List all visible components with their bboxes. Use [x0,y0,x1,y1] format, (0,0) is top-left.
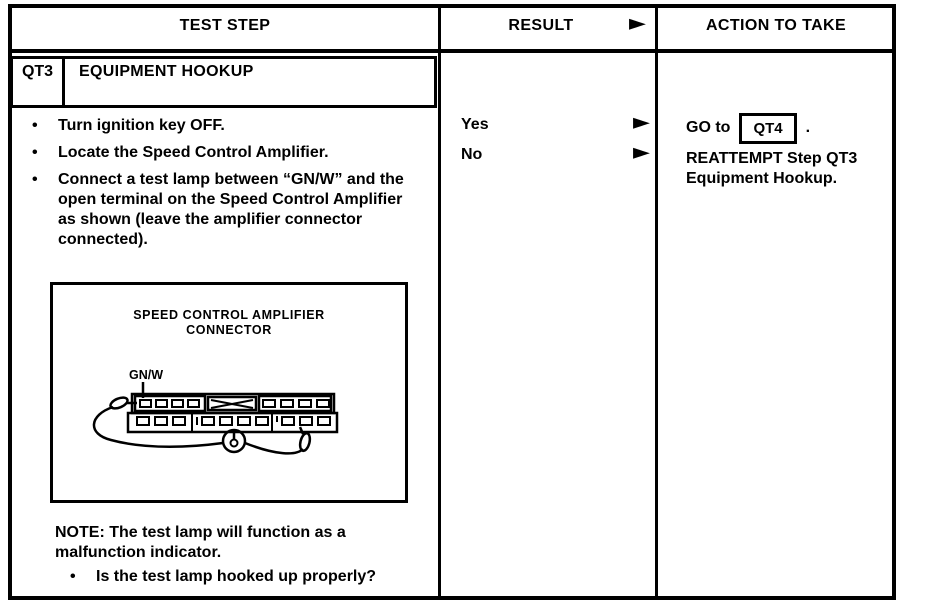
go-to-label: GO to [686,119,731,136]
result-yes: Yes [461,116,489,133]
diagram-box [50,282,408,503]
header-action-to-take: ACTION TO TAKE [705,16,847,34]
diagram-title-line2: CONNECTOR [186,323,272,337]
result-no: No [461,146,483,163]
instruction-text: Connect a test lamp between “GN/W” and the open terminal on the Speed Control Amplifier as shown (leave the amplifier connector connected). [58,171,404,248]
result-no-arrow-icon: ► [633,140,650,165]
bullet-icon: • [70,568,76,585]
column-divider-test-result [438,6,441,598]
reattempt-line2: Equipment Hookup. [686,170,838,187]
action-go-line [686,111,810,145]
bullet-icon: • [32,171,38,188]
note-label: NOTE: [55,524,105,541]
note [55,523,403,563]
header-test-step: TEST STEP [179,16,271,34]
instruction-text: Turn ignition key OFF. [58,117,225,134]
question-text: Is the test lamp hooked up properly? [96,568,377,585]
header-row-divider [10,49,894,53]
note-text: The test lamp will function as a malfunction indicator. [55,524,346,561]
test-lead-wire-right [245,443,303,453]
list-item [32,116,414,136]
bullet-icon: • [32,117,38,134]
test-probe-right [298,432,311,452]
action-reattempt [686,149,857,189]
wire-label: GN/W [129,368,164,382]
diagram-title [53,308,405,338]
step-id: QT3 [13,59,65,105]
result-yes-arrow-icon: ► [633,110,650,135]
speed-control-connector-diagram [53,343,405,501]
reattempt-line1: REATTEMPT Step QT3 [686,150,858,167]
diagram-title-line1: SPEED CONTROL AMPLIFIER [133,308,325,322]
list-item [32,143,414,163]
column-divider-result-action [655,6,658,598]
bullet-icon: • [32,144,38,161]
header-result: RESULT [508,16,574,34]
step-title: EQUIPMENT HOOKUP [79,63,254,80]
go-to-period: . [805,119,811,136]
list-item [32,170,414,250]
instruction-list [32,116,414,257]
step-box [10,56,437,108]
instruction-text: Locate the Speed Control Amplifier. [58,144,329,161]
result-header-arrow-icon: ► [629,11,646,36]
goto-target-box: QT4 [739,113,796,144]
question-row [70,568,376,586]
